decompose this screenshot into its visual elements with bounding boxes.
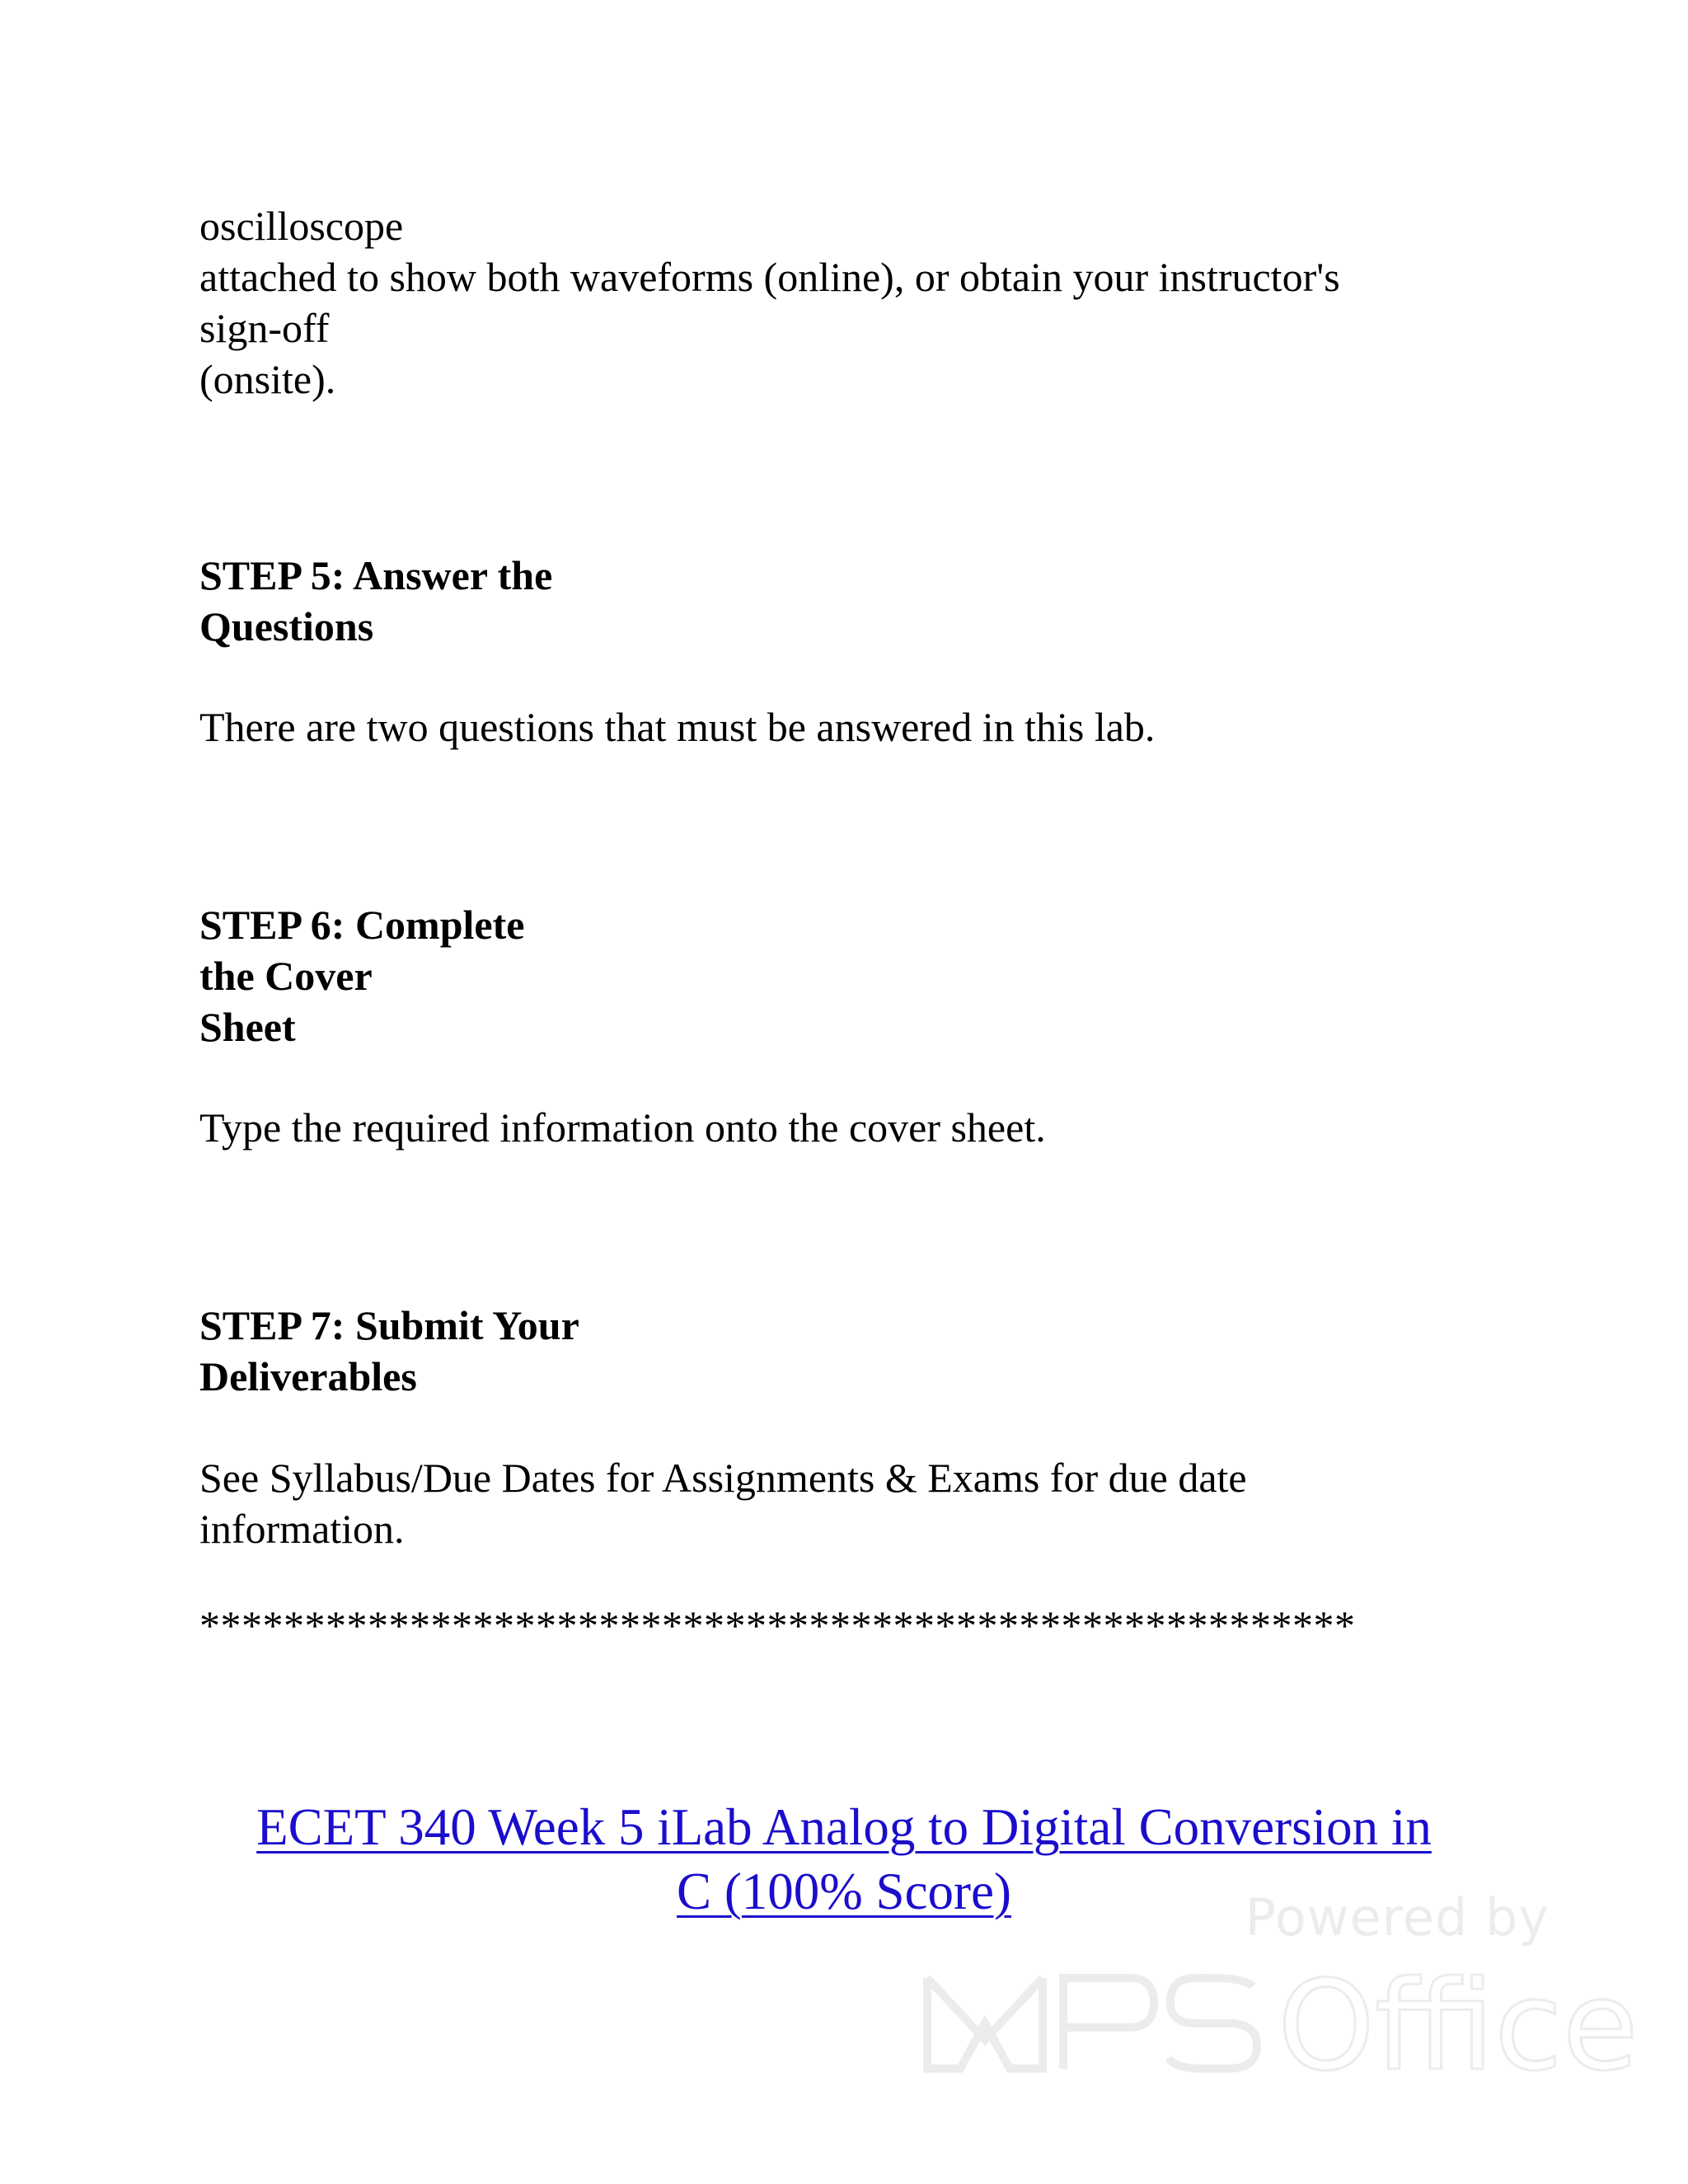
watermark-brand-text: Office	[1278, 1955, 1639, 2098]
paragraph-line: sign-off	[199, 305, 330, 351]
wps-office-logo	[923, 1955, 1639, 2098]
paragraph-line: oscilloscope	[199, 203, 404, 249]
paragraph-line: attached to show both waveforms (online), or obtain your instructor's	[199, 254, 1340, 300]
product-link[interactable]: ECET 340 Week 5 iLab Analog to Digital Conversion in	[256, 1798, 1432, 1856]
step6-heading: Sheet	[199, 1004, 296, 1050]
paragraph-line: (onsite).	[199, 356, 336, 402]
step7-heading: STEP 7: Submit Your	[199, 1302, 579, 1348]
step5-body: There are two questions that must be answered in this lab.	[199, 704, 1156, 750]
step6-body: Type the required information onto the cover sheet.	[199, 1104, 1046, 1151]
step5-heading: STEP 5: Answer the	[199, 552, 553, 598]
product-link[interactable]: C (100% Score)	[677, 1863, 1011, 1920]
step6-heading: the Cover	[199, 953, 373, 999]
asterisk-separator: *******************************************************	[199, 1602, 1356, 1648]
step7-heading: Deliverables	[199, 1353, 417, 1399]
step7-body: information.	[199, 1506, 405, 1552]
wps-office-watermark	[923, 1887, 1639, 2098]
step5-heading: Questions	[199, 603, 374, 649]
watermark-powered-by: Powered by	[1245, 1887, 1550, 1947]
step7-body: See Syllabus/Due Dates for Assignments & Exams for due date	[199, 1455, 1247, 1501]
step6-heading: STEP 6: Complete	[199, 902, 525, 948]
